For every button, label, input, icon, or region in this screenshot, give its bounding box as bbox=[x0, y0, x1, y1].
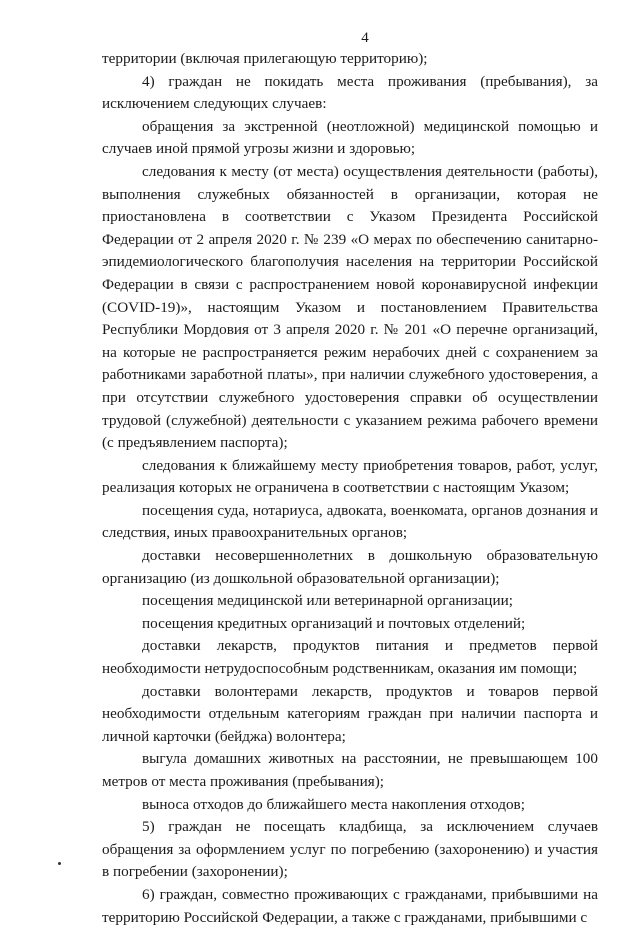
paragraph-5: следования к ближайшему месту приобретения товаров, работ, услуг, реализация которых не ограничена в соответствии с настоящим Указом; bbox=[102, 456, 598, 497]
paragraph-8: посещения медицинской или ветеринарной организации; bbox=[142, 592, 513, 610]
paragraph-4: следования к месту (от места) осуществления деятельности (работы), выполнения служебных обязанностей в организации, которая не приостановлена в соответствии с Указом Президента Российской Федерации от 2 апреля 2020 г. № 239 «О мерах по обеспечению санитарно-эпидемиологического благополучия населения на территории Российской Федерации в связи с распространением новой коронавирусной инфекции (COVID-19)», настоящим Указом и постановлением Правительства Республики Мордовия от 3 апреля 2020 г. № 201 «О перечне организаций, на которые не распространяется режим нерабочих дней с сохранением за работниками заработной платы», при наличии служебного удостоверения, а при отсутствии служебного удостоверения справки об осуществлении трудовой (служебной) деятельности с указанием режима рабочего времени (с предъявлением паспорта); bbox=[102, 162, 598, 452]
document-body bbox=[102, 48, 598, 929]
paragraph-10: доставки лекарств, продуктов питания и предметов первой необходимости нетрудоспособным родственникам, оказания им помощи; bbox=[102, 637, 598, 678]
page-number: 4 bbox=[361, 30, 369, 46]
paragraph-1: территории (включая прилегающую территорию); bbox=[102, 50, 428, 67]
paragraph-11: доставки волонтерами лекарств, продуктов и товаров первой необходимости отдельным категориям граждан при наличии паспорта и личной карточки (бейджа) волонтера; bbox=[102, 682, 598, 745]
paragraph-13: выноса отходов до ближайшего места накопления отходов; bbox=[142, 795, 525, 813]
paragraph-3: обращения за экстренной (неотложной) медицинской помощью и случаев иной прямой угрозы жизни и здоровью; bbox=[102, 117, 598, 158]
scan-speck bbox=[58, 862, 61, 865]
paragraph-2: 4) граждан не покидать места проживания (пребывания), за исключением следующих случаев: bbox=[102, 72, 598, 113]
paragraph-12: выгула домашних животных на расстоянии, не превышающем 100 метров от места проживания (пребывания); bbox=[102, 750, 598, 790]
paragraph-6: посещения суда, нотариуса, адвоката, военкомата, органов дознания и следствия, иных правоохранительных органов; bbox=[102, 501, 598, 542]
paragraph-15: 6) граждан, совместно проживающих с гражданами, прибывшими на территорию Российской Федерации, а также с гражданами, прибывшими с bbox=[102, 885, 598, 926]
paragraph-7: доставки несовершеннолетних в дошкольную образовательную организацию (из дошкольной образовательной организации); bbox=[102, 547, 598, 587]
paragraph-9: посещения кредитных организаций и почтовых отделений; bbox=[142, 614, 526, 632]
paragraph-14: 5) граждан не посещать кладбища, за исключением случаев обращения за оформлением услуг по погребению (захоронению) и участия в погребении (захоронении); bbox=[102, 818, 598, 881]
